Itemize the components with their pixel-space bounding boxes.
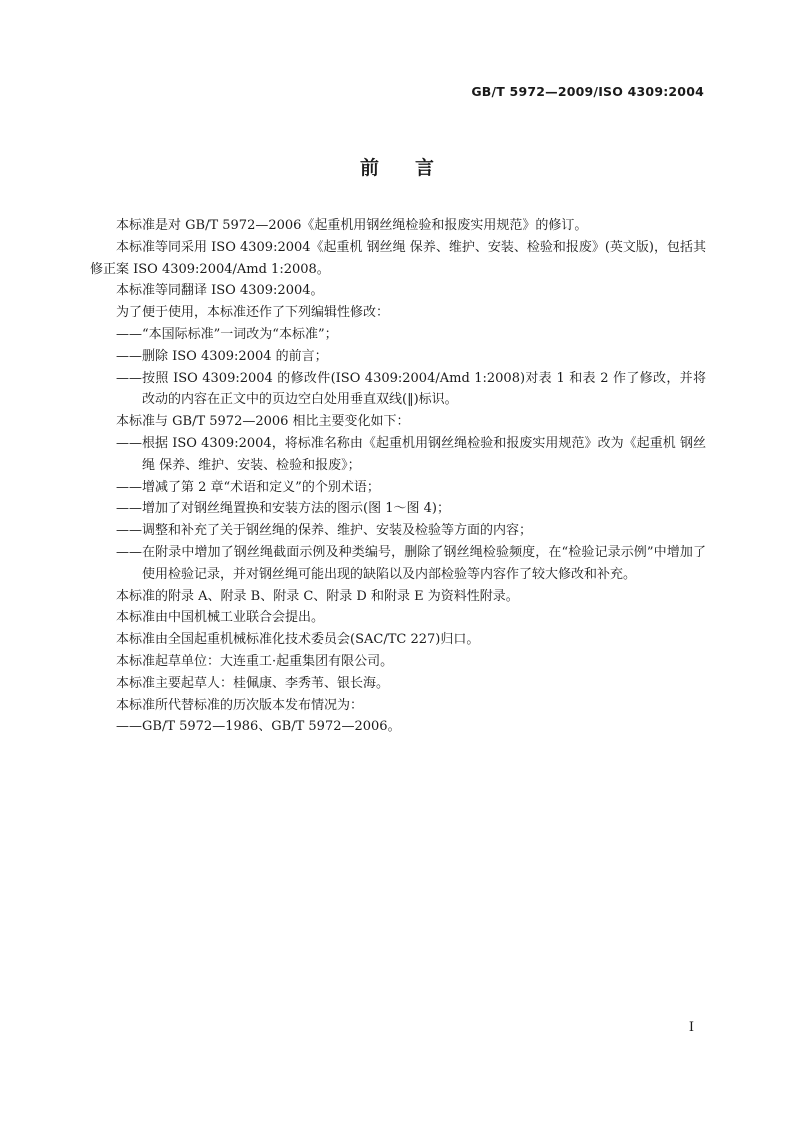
title-char-1: 前 bbox=[359, 157, 379, 179]
foreword-body bbox=[90, 215, 706, 738]
dash-mark: —— bbox=[116, 544, 142, 560]
title-char-2: 言 bbox=[415, 157, 435, 179]
list-item-text: 删除 ISO 4309:2004 的前言； bbox=[142, 348, 328, 364]
list-item-text: 增加了对钢丝绳置换和安装方法的图示(图 1～图 4)； bbox=[142, 501, 450, 517]
list-item bbox=[90, 520, 706, 542]
paragraph-history-intro: 本标准所代替标准的历次版本发布情况为： bbox=[116, 697, 364, 713]
paragraph-main-changes-intro: 本标准与 GB/T 5972—2006 相比主要变化如下： bbox=[116, 414, 410, 430]
dash-mark: —— bbox=[116, 479, 142, 495]
dash-mark: —— bbox=[116, 523, 142, 539]
list-item-text: 增减了第 2 章“术语和定义”的个别术语； bbox=[142, 479, 380, 495]
list-item bbox=[90, 324, 706, 346]
list-item bbox=[90, 477, 706, 499]
dash-mark: —— bbox=[116, 435, 142, 451]
list-item-text: GB/T 5972—1986、GB/T 5972—2006。 bbox=[142, 719, 401, 735]
list-item-text: 根据 ISO 4309:2004，将标准名称由《起重机用钢丝绳检验和报废实用规范》改为《起重机 钢丝绳 保养、维护、安装、检验和报废》； bbox=[142, 435, 706, 473]
dash-mark: —— bbox=[116, 348, 142, 364]
page-number: I bbox=[688, 1020, 694, 1035]
dash-mark: —— bbox=[116, 719, 142, 735]
list-item bbox=[90, 542, 706, 586]
paragraph-drafters: 本标准主要起草人：桂佩康、李秀苇、银长海。 bbox=[116, 675, 390, 691]
list-item bbox=[90, 498, 706, 520]
paragraph-editorial-intro: 为了便于使用，本标准还作了下列编辑性修改： bbox=[116, 305, 390, 321]
paragraph-annexes: 本标准的附录 A、附录 B、附录 C、附录 D 和附录 E 为资料性附录。 bbox=[116, 588, 519, 604]
standard-number: GB/T 5972—2009/ISO 4309:2004 bbox=[471, 84, 704, 99]
paragraph-revision: 本标准是对 GB/T 5972—2006《起重机用钢丝绳检验和报废实用规范》的修订。 bbox=[116, 218, 588, 233]
list-item-text: 按照 ISO 4309:2004 的修改件(ISO 4309:2004/Amd 1:2008)对表 1 和表 2 作了修改，并将改动的内容在正文中的页边空白处用垂直双线(‖)标识。 bbox=[142, 370, 706, 408]
paragraph-adoption: 本标准等同采用 ISO 4309:2004《起重机 钢丝绳 保养、维护、安装、检验和报废》(英文版)，包括其修正案 ISO 4309:2004/Amd 1:2008。 bbox=[90, 239, 706, 277]
list-item-text: 调整和补充了关于钢丝绳的保养、维护、安装及检验等方面的内容； bbox=[142, 523, 533, 539]
list-item bbox=[90, 346, 706, 368]
list-item bbox=[90, 433, 706, 477]
list-item-text: 在附录中增加了钢丝绳截面示例及种类编号，删除了钢丝绳检验频度，在“检验记录示例”中增加了使用检验记录，并对钢丝绳可能出现的缺陷以及内部检验等内容作了较大修改和补充。 bbox=[142, 544, 706, 582]
dash-mark: —— bbox=[116, 370, 142, 386]
paragraph-translation: 本标准等同翻译 ISO 4309:2004。 bbox=[116, 283, 324, 299]
paragraph-committee: 本标准由全国起重机械标准化技术委员会(SAC/TC 227)归口。 bbox=[116, 632, 480, 648]
dash-mark: —— bbox=[116, 501, 142, 517]
paragraph-drafting-unit: 本标准起草单位：大连重工·起重集团有限公司。 bbox=[116, 653, 394, 669]
list-item bbox=[90, 368, 706, 412]
list-item-text: “本国际标准”一词改为“本标准”； bbox=[142, 326, 338, 342]
paragraph-proposer: 本标准由中国机械工业联合会提出。 bbox=[116, 610, 325, 626]
page-title bbox=[0, 153, 794, 180]
dash-mark: —— bbox=[116, 326, 142, 342]
list-item bbox=[90, 716, 706, 738]
